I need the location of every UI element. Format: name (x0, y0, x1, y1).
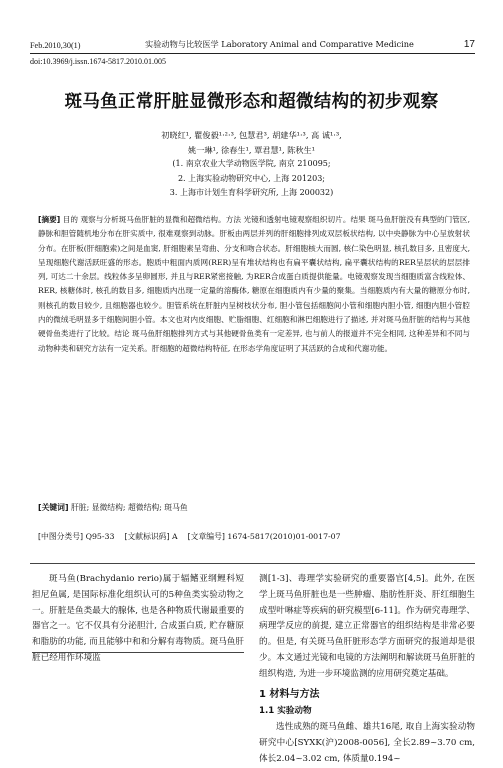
intro-paragraph-cont: 测[1-3]、毒理学实验研究的重要器官[4,5]。此外, 在医学上斑马鱼肝脏也是一些肿瘤、脂肪性肝炎、肝红细胞生成型叶啉症等疾病的研究模型[6-11]。作为研究毒理学、病理学反应的前提, 建立正常器官的组织结构是非常必要的。但是, 有关斑马鱼肝脏形态学方面研究的报道却是很少。本文通过光镜和电镜的方法阐明和解读斑马鱼肝脏的组织构造, 为进一步环境监测的应用研究奠定基础。 (259, 574, 475, 679)
footnote-rule (32, 652, 244, 653)
keywords-label: [关键词] (38, 503, 69, 512)
affiliations (40, 157, 463, 201)
article-id-value: 1674-5817(2010)01-0017-07 (227, 532, 341, 541)
affiliation: 3. 上海市计划生育科学研究所, 上海 200032) (169, 188, 334, 197)
issue-info: Feb.2010,30(1) (30, 41, 81, 50)
page-number: 17 (463, 39, 475, 50)
section-heading: 1 材料与方法 (259, 688, 320, 700)
abstract (38, 213, 470, 356)
intro-paragraph: 斑马鱼(Brachydanio rerio)属于辐鳍亚纲鲤科短担尼鱼属, 是国际标准化组织认可的5种鱼类实验动物之一。肝脏是鱼类最大的腺体, 也是各种物质代谢最重要的器官之一。它不仅具有分泌胆汁, 合成蛋白质, 贮存糖原和脂肪的功能, 而且能够中和和分解有毒物质。斑马鱼肝脏已经用作环境监 (32, 574, 244, 663)
abstract-text: 目的 观察与分析斑马鱼肝脏的显微和超微结构。方法 光镜和透射电镜观察组织切片。结果 斑马鱼肝脏没有典型的门管区, 静脉和胆管随机地分布在肝实质中, 很难观察到动脉。肝板由两层并列的肝细胞排列成双层板状结构, 以中央静脉为中心呈放射状分布。在肝板(肝细胞索)之间是血窦, 肝细胞素呈弯曲、分支和吻合状态。肝细胞核大而圆, 核仁染色明显, 核孔数目多, 且密度大, 呈现细胞代谢活跃旺盛的形态。胞质中粗面内质网(RER)呈有堆状结构也有扁平囊状结构, 扁平囊状结构的RER呈层状的层层排列, 可达二十余层。线粒体多呈卵圆形, 并且与RER紧密接触, 为RER合成蛋白质提供能量。电镜观察发现当细胞质富含线粒体、RER, 核糖体时, 核孔的数目多, 细胞质内出现一定量的溶酶体, 糖原在细胞质内有少量的聚集。当细胞质内有大量的糖原分布时, 则核孔的数目较少, 且细胞器也较少。胆管系统在肝脏内呈树枝状分布, 胆小管包括细胞间小管和细胞内胆小管, 细胞内胆小管腔内的微绒毛明显多于细胞间胆小管。本文也对内皮细胞、贮脂细胞、红细胞和淋巴细胞进行了描述, 并对斑马鱼肝脏的结构与其他硬骨鱼类进行了比较。结论 斑马鱼肝细胞排列方式与其他硬骨鱼类有一定差异, 也与前人的报道并不完全相同, 这种差异和不同与动物种类和研究方法有一定关系。肝细胞的超微结构特征, 在形态学角度证明了其活跃的合成和代谢功能。 (38, 215, 470, 353)
abstract-label: [摘要] (38, 215, 61, 224)
author-list (40, 128, 463, 158)
subsection-heading: 1.1 实验动物 (259, 706, 312, 717)
journal-name: 实验动物与比较医学 Laboratory Animal and Comparative Medicine (145, 39, 414, 49)
article-id-label: [文章编号] (187, 532, 225, 541)
affiliation: (1. 南京农业大学动物医学院, 南京 210095; (172, 159, 331, 168)
clc-label: [中图分类号] (38, 532, 84, 541)
article-title: 斑马鱼正常肝脏显微形态和超微结构的初步观察 (64, 92, 439, 112)
doc-code-label: [文献标识码] (124, 532, 170, 541)
author-line: 初晓红¹, 瞿俊毅¹·²·³, 包慧君³, 胡建华¹·³, 高 诚¹·³, (161, 130, 342, 140)
methods-paragraph: 选性成熟的斑马鱼雌、雄共16尾, 取自上海实验动物研究中心[SYXK(沪)2008-0056], 全长2.89~3.70 cm, 体长2.04~3.02 cm, 体质量0.194~ (259, 722, 475, 764)
classification-line (38, 531, 470, 542)
author-line: 姚一琳¹, 徐春生¹, 覃君慧¹, 陈秋生¹ (188, 145, 315, 155)
doc-code-value: A (172, 532, 178, 541)
body-right-column (259, 572, 475, 768)
clc-value: Q95-33 (85, 532, 115, 541)
running-head (30, 36, 475, 54)
keywords (38, 502, 470, 513)
affiliation: 2. 上海实验动物研究中心, 上海 201203; (177, 173, 326, 183)
keywords-text: 肝脏; 显微结构; 超微结构; 斑马鱼 (71, 503, 188, 512)
doi: doi:10.3969/j.issn.1674-5817.2010.01.005 (30, 57, 167, 66)
divider (30, 563, 475, 564)
